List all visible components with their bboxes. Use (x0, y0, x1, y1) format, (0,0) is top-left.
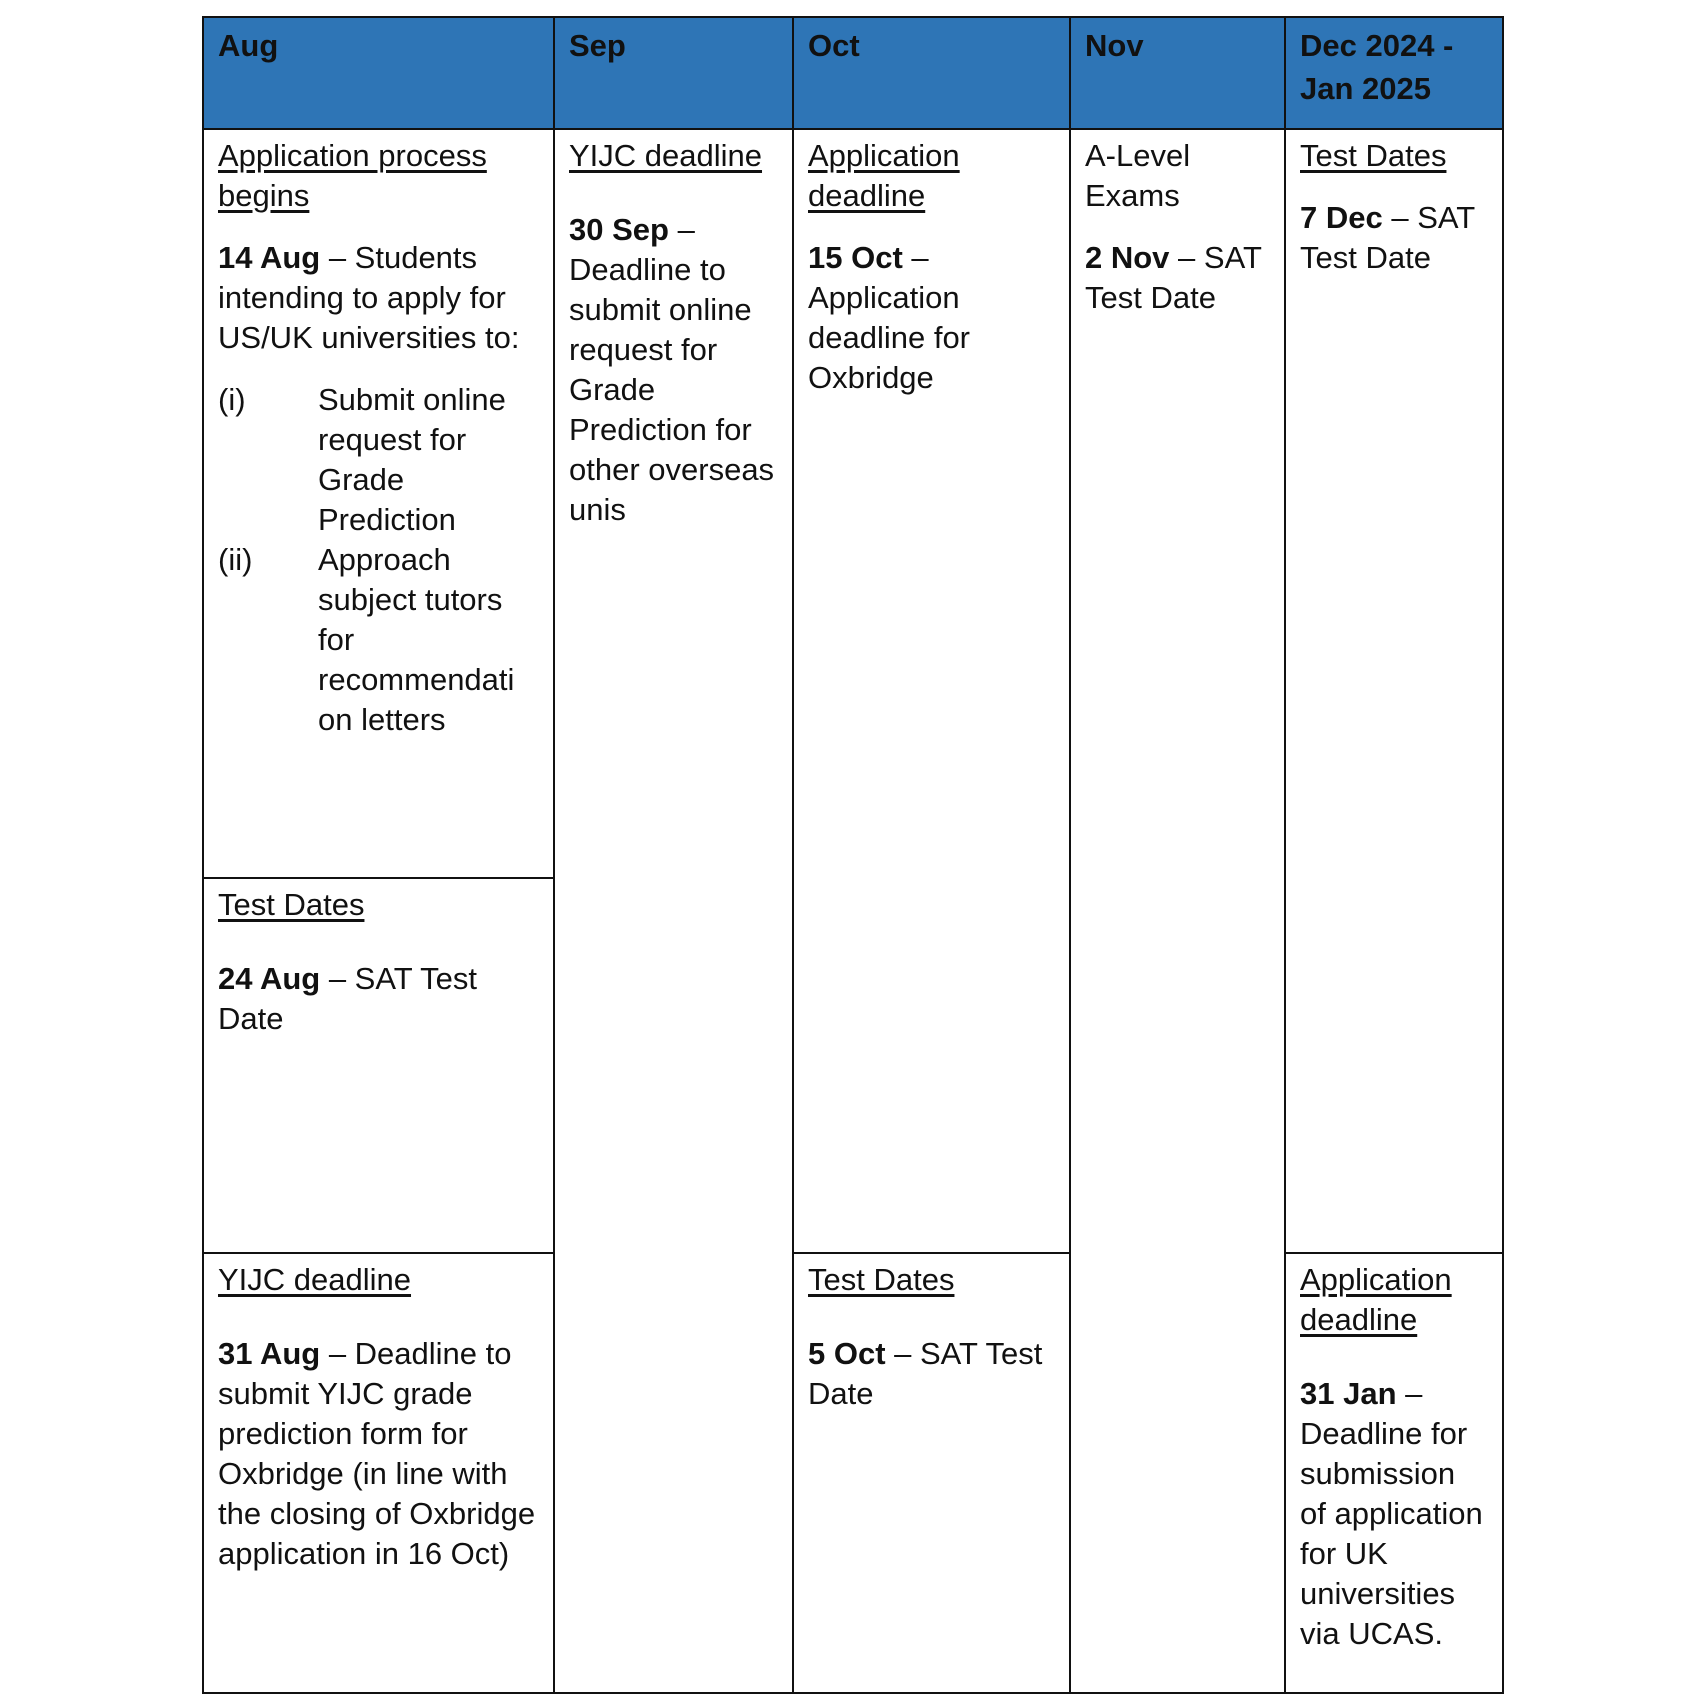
header-aug-label: Aug (218, 28, 279, 63)
aug-block1-text: – Students intending to apply for US/UK universities to: (218, 240, 520, 355)
header-nov (1069, 16, 1286, 130)
oct-block1-date: 15 Oct (808, 240, 903, 275)
aug-block-application-process (202, 128, 555, 879)
aug-block-test-dates (202, 877, 555, 1254)
list-item (218, 540, 539, 740)
aug-block3-date: 31 Aug (218, 1336, 321, 1371)
jan-block2-date: 31 Jan (1300, 1376, 1397, 1411)
header-oct (792, 16, 1071, 130)
jan-block-application-deadline (1284, 1252, 1504, 1694)
nov-text: – SAT Test Date (1085, 240, 1262, 315)
jan-block2-text: – Deadline for submission of application for UK universities via UCAS. (1300, 1376, 1483, 1651)
nov-block-a-level-exams (1069, 128, 1286, 1694)
list-item-number: (ii) (218, 542, 253, 577)
list-item-text: Approach subject tutors for recommendati on letters (318, 542, 515, 737)
aug-block1-date: 14 Aug (218, 240, 321, 275)
aug-block2-date: 24 Aug (218, 961, 321, 996)
header-dec-jan (1284, 16, 1504, 130)
oct-block2-heading: Test Dates (808, 1262, 955, 1297)
dec-block1-date: 7 Dec (1300, 200, 1383, 235)
oct-block1-heading: Application deadline (808, 138, 960, 213)
sep-heading: YIJC deadline (569, 138, 763, 173)
header-oct-label: Oct (808, 28, 860, 63)
sep-block-yijc-deadline (553, 128, 794, 1694)
dec-block-test-dates (1284, 128, 1504, 1254)
aug-block1-heading: Application process begins (218, 138, 487, 213)
dec-block1-text: – SAT Test Date (1300, 200, 1475, 275)
sep-date: 30 Sep (569, 212, 669, 247)
header-aug (202, 16, 555, 130)
aug-block3-heading: YIJC deadline (218, 1262, 412, 1297)
oct-block-application-deadline (792, 128, 1071, 1254)
dec-block1-heading: Test Dates (1300, 138, 1447, 173)
aug-block2-text: – SAT Test Date (218, 961, 478, 1036)
oct-block-test-dates (792, 1252, 1071, 1694)
nov-heading: A-Level Exams (1085, 138, 1191, 213)
header-sep (553, 16, 794, 130)
oct-block2-text: – SAT Test Date (808, 1336, 1043, 1411)
aug-block2-heading: Test Dates (218, 887, 365, 922)
header-sep-label: Sep (569, 28, 626, 63)
list-item-text: Submit online request for Grade Prediction (318, 382, 506, 537)
jan-block2-heading: Application deadline (1300, 1262, 1452, 1337)
nov-date: 2 Nov (1085, 240, 1170, 275)
aug-block3-text: – Deadline to submit YIJC grade prediction form for Oxbridge (in line with the closing of Oxbridge application in 16 Oct) (218, 1336, 536, 1571)
list-item (218, 380, 539, 540)
header-dec-jan-label: Dec 2024 - Jan 2025 (1300, 28, 1454, 106)
sep-text: – Deadline to submit online request for Grade Prediction for other overseas unis (569, 212, 775, 527)
aug-block-yijc-deadline (202, 1252, 555, 1694)
list-item-number: (i) (218, 382, 246, 417)
header-nov-label: Nov (1085, 28, 1144, 63)
oct-block2-date: 5 Oct (808, 1336, 886, 1371)
oct-block1-text: – Application deadline for Oxbridge (808, 240, 971, 395)
